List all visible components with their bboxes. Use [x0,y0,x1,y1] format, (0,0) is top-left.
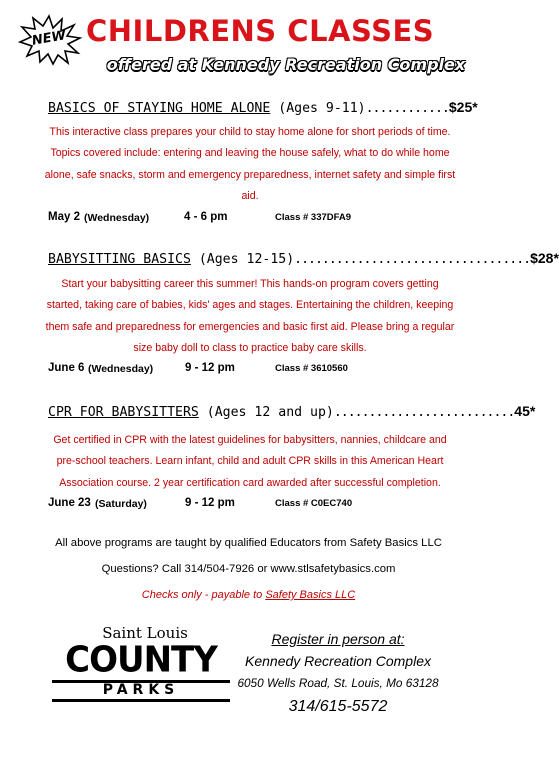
logo-line-county: COUNTY [65,639,217,681]
class-ages: (Ages 12 and up) [198,405,334,420]
class-description-home-alone: This interactive class prepares your child to stay home alone for short periods of time. Topics covered include: entering and leaving the house safely, what to do while home alone, safe snacks, storm and emergency preparedness, internet safety and simple first aid. [44,126,456,202]
register-address: 6050 Wells Road, St. Louis, Mo 63128 [237,676,439,690]
checks-note [0,589,497,601]
class-time: 9 - 12 pm [185,362,235,374]
checks-prefix: Checks only - payable to [141,589,266,601]
logo-line-parks: PARKS [102,682,180,698]
class-time: 9 - 12 pm [185,497,235,509]
register-place: Kennedy Recreation Complex [245,653,431,669]
class-date: June 23 [48,497,91,509]
flyer-title: CHILDRENS CLASSES [86,14,435,48]
class-weekday: (Saturday) [95,498,147,510]
class-heading-cpr [48,403,536,420]
class-price: $25* [448,99,478,115]
logo-line-saint-louis: Saint Louis [102,624,188,642]
class-name: CPR FOR BABYSITTERS [48,405,199,420]
class-dots: ............ [365,101,449,116]
educators-note: All above programs are taught by qualified Educators from Safety Basics LLC [55,537,442,549]
class-ages: (Ages 9-11) [270,101,366,116]
class-price: 45* [514,403,536,419]
class-weekday: (Wednesday) [88,363,154,375]
class-name: BASICS OF STAYING HOME ALONE [48,101,271,116]
class-code: Class # 3610560 [275,363,348,374]
new-badge: NEW [30,28,68,49]
flyer-subtitle: offered at Kennedy Recreation Complex [106,55,466,74]
flyer-header [0,0,497,90]
class-date: May 2 [48,211,80,223]
class-weekday: (Wednesday) [84,212,150,224]
county-parks-logo [52,624,232,706]
class-dots: .................................. [294,252,531,267]
class-heading-babysitting [48,250,559,267]
class-code: Class # 337DFA9 [275,212,352,223]
class-schedule-home-alone [48,211,468,227]
class-ages: (Ages 12-15) [190,252,295,267]
class-name: BABYSITTING BASICS [48,252,191,267]
class-description-babysitting: Start your babysitting career this summer! This hands-on program covers getting started, taking care of babies, kids' ages and stages. Entertaining the children, keeping them safe and preparedness for emergencies and basic first aid. Please bring a regular size baby doll to class to practice baby care skills. [45,278,455,354]
class-date: June 6 [48,362,85,374]
class-dots: .......................... [333,405,515,420]
register-heading: Register in person at: [271,631,405,647]
questions-contact: Questions? Call 314/504-7926 or www.stlsafetybasics.com [101,563,396,575]
class-time: 4 - 6 pm [184,211,228,223]
register-phone: 314/615-5572 [288,698,388,715]
checks-payee-link[interactable]: Safety Basics LLC [265,589,356,601]
class-schedule-cpr [48,497,468,513]
class-schedule-babysitting [48,362,468,378]
class-code: Class # C0EC740 [275,498,353,509]
class-price: $28* [530,250,559,266]
class-heading-home-alone [48,99,478,116]
class-description-cpr: Get certified in CPR with the latest guidelines for babysitters, nannies, childcare and pre-school teachers. Learn infant, child and adult CPR skills in this American Heart Association course. 2 year certification card awarded after successful completion. [53,434,447,489]
